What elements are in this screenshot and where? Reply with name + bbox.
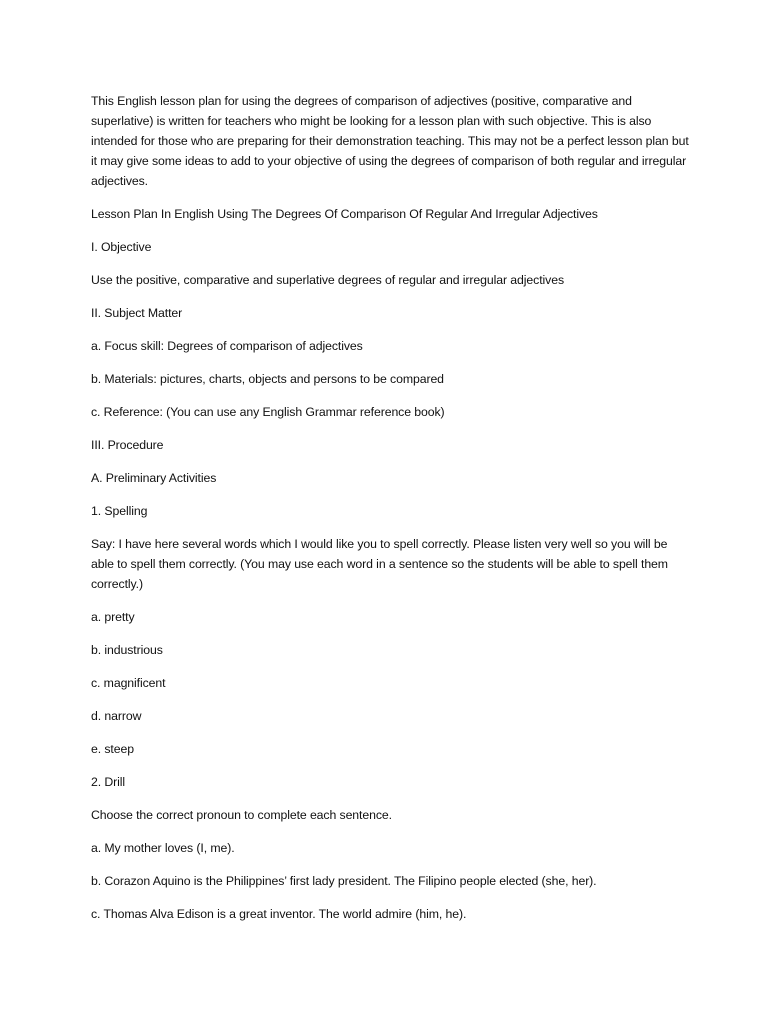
spelling-heading: 1. Spelling [91,504,148,518]
spelling-word: d. narrow [91,709,142,723]
subject-item-materials: b. Materials: pictures, charts, objects and persons to be compared [91,372,444,386]
objective-text: Use the positive, comparative and superlative degrees of regular and irregular adjectives [91,273,564,287]
subject-item-focus-skill: a. Focus skill: Degrees of comparison of adjectives [91,339,363,353]
procedure-heading: III. Procedure [91,438,164,452]
lesson-title: Lesson Plan In English Using The Degrees Of Comparison Of Regular And Irregular Adjectives [91,207,598,221]
subject-matter-heading: II. Subject Matter [91,306,183,320]
subject-item-reference: c. Reference: (You can use any English Grammar reference book) [91,405,445,419]
drill-item: c. Thomas Alva Edison is a great inventor. The world admire (him, he). [91,907,467,921]
intro-paragraph: This English lesson plan for using the degrees of comparison of adjectives (positive, comparative and superlative) is written for teachers who might be looking for a lesson plan with such objective. This is also intended for those who are preparing for their demonstration teaching. This may not be a perfect lesson plan but it may give some ideas to add to your objective of using the degrees of comparison of both regular and irregular adjectives. [91,94,689,188]
drill-instruction: Choose the correct pronoun to complete each sentence. [91,808,392,822]
preliminary-activities-heading: A. Preliminary Activities [91,471,217,485]
drill-item: a. My mother loves (I, me). [91,841,235,855]
spelling-word: a. pretty [91,610,135,624]
spelling-instruction: Say: I have here several words which I would like you to spell correctly. Please listen very well so you will be able to spell them correctly. (You may use each word in a sentence so the students will be able to spell them correctly.) [91,537,668,591]
spelling-word: e. steep [91,742,134,756]
drill-item: b. Corazon Aquino is the Philippines’ first lady president. The Filipino people elected (she, her). [91,874,597,888]
drill-heading: 2. Drill [91,775,126,789]
spelling-word: b. industrious [91,643,163,657]
objective-heading: I. Objective [91,240,152,254]
document-body [91,91,691,937]
spelling-word: c. magnificent [91,676,166,690]
